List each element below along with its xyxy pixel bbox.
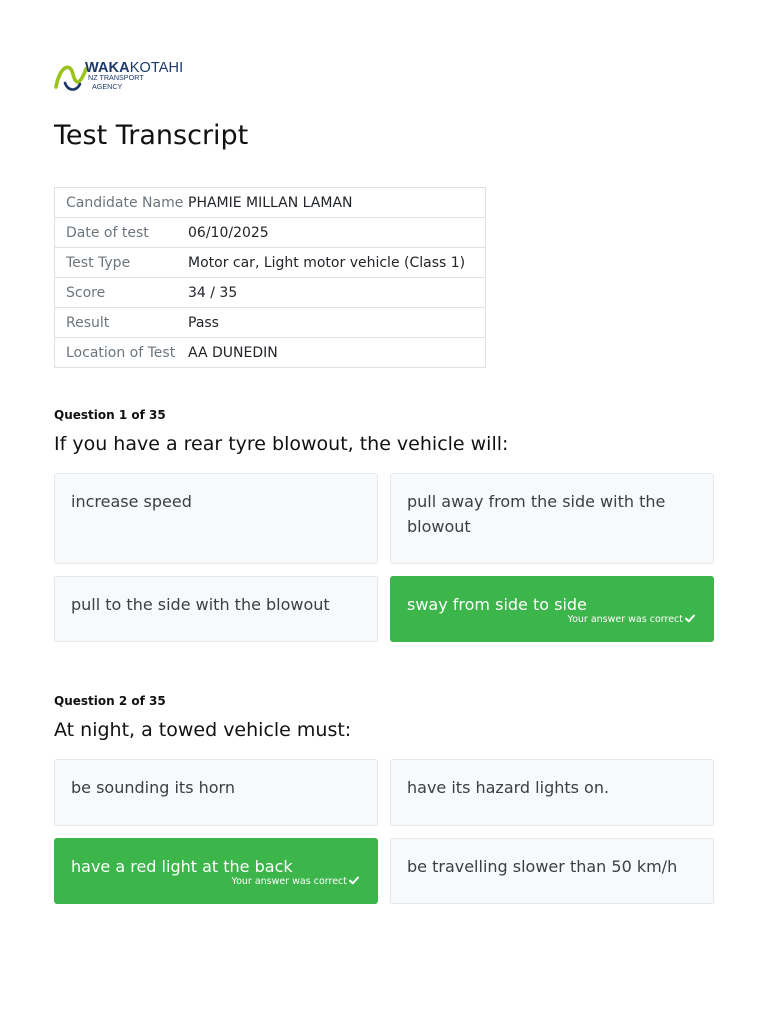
answer-text: be sounding its horn (71, 778, 235, 797)
table-row (55, 188, 486, 218)
score-value: 34 / 35 (188, 278, 486, 308)
table-row (55, 338, 486, 368)
question-1-answer-c (54, 576, 378, 642)
question-1-text: If you have a rear tyre blowout, the vehicle will: (54, 433, 509, 455)
table-row (55, 248, 486, 278)
date-of-test-value: 06/10/2025 (188, 218, 486, 248)
answer-text: be travelling slower than 50 km/h (407, 857, 678, 876)
waka-kotahi-mark-icon (54, 60, 88, 94)
test-type-value: Motor car, Light motor vehicle (Class 1) (188, 248, 486, 278)
result-value: Pass (188, 308, 486, 338)
candidate-name-label: Candidate Name (55, 188, 189, 218)
page-title: Test Transcript (54, 120, 249, 151)
question-2-answer-d (390, 838, 714, 904)
correct-feedback: Your answer was correct (232, 876, 359, 888)
logo-subtitle: NZ TRANSPORT AGENCY (88, 73, 144, 91)
check-icon (685, 614, 695, 623)
answer-text: have its hazard lights on. (407, 778, 610, 797)
test-type-label: Test Type (55, 248, 189, 278)
table-row (55, 218, 486, 248)
date-of-test-label: Date of test (55, 218, 189, 248)
answer-text: have a red light at the back (71, 857, 293, 876)
score-label: Score (55, 278, 189, 308)
answer-text: pull to the side with the blowout (71, 595, 330, 614)
check-icon (349, 876, 359, 885)
answer-text: pull away from the side with the blowout (407, 492, 666, 536)
correct-feedback: Your answer was correct (568, 614, 695, 626)
question-2-answer-a (54, 759, 378, 826)
location-of-test-value: AA DUNEDIN (188, 338, 486, 368)
candidate-name-value: PHAMIE MILLAN LAMAN (188, 188, 486, 218)
result-label: Result (55, 308, 189, 338)
answer-text: increase speed (71, 492, 192, 511)
candidate-info-table (54, 187, 486, 368)
question-1-number: Question 1 of 35 (54, 408, 166, 422)
table-row (55, 308, 486, 338)
question-2-number: Question 2 of 35 (54, 694, 166, 708)
location-of-test-label: Location of Test (55, 338, 189, 368)
question-1-answer-b (390, 473, 714, 564)
question-1-answer-d-selected (390, 576, 714, 642)
question-2-answer-c-selected (54, 838, 378, 904)
logo-wordmark: WAKAKOTAHI (85, 60, 184, 76)
question-2-answer-b (390, 759, 714, 826)
waka-kotahi-logo (54, 60, 204, 94)
table-row (55, 278, 486, 308)
answer-text: sway from side to side (407, 595, 587, 614)
question-1-answer-a (54, 473, 378, 564)
question-2-text: At night, a towed vehicle must: (54, 719, 352, 741)
